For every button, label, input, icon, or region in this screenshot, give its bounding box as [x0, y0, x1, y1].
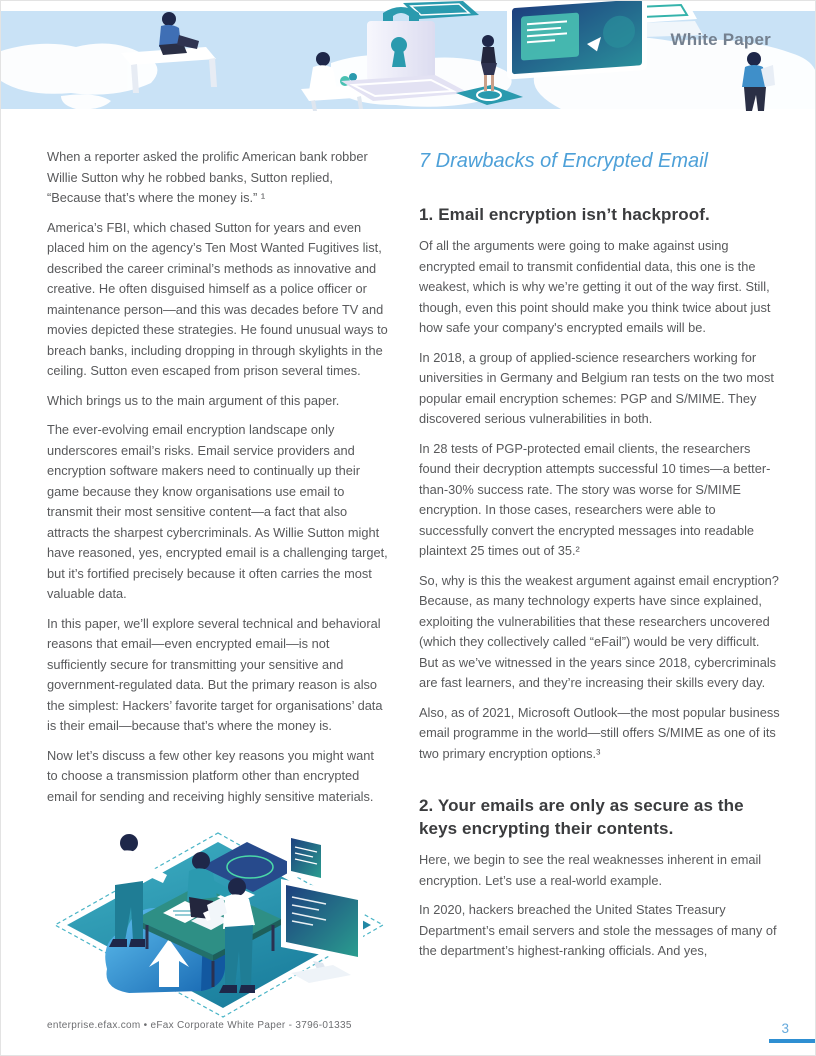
- paragraph: America’s FBI, which chased Sutton for years and even placed him on the agency’s Ten Most Wanted Fugitives list, described the career criminal’s methods as innovative and creative. He often disguised himself as a police officer or maintenance person—and this was decades before TV and movies depicted these strategies. He found unusual ways to breach banks, including dropping in through skylights in the ceiling. Sutton even escaped from prison several times.: [47, 219, 388, 378]
- paragraph: The ever-evolving email encryption landscape only underscores email’s risks. Email service providers and encryption software makers need to continually up their game because they know organisations use email to transmit their most sensitive content—a fact that also attracts the sharpest cybercriminals. As Willie Sutton might have reasoned, yes, encrypted email is a challenging target, but it’s fortified precisely because it often carries the most valuable data.: [47, 422, 388, 601]
- team-illustration: [51, 821, 388, 1021]
- paragraph: Of all the arguments were going to make against using encrypted email to transmit confidential data, this one is the weakest, which is why we’re getting it out of the way first. Still, though, even this point should make you think twice about just how safe your company's encrypted emails will be.: [419, 238, 771, 335]
- header-banner: [1, 1, 816, 113]
- page-number-bar: [769, 1039, 815, 1043]
- paragraph: Also, as of 2021, Microsoft Outlook—the most popular business email programme in the world—still offers S/MIME as one of its two primary encryption options.³: [419, 704, 780, 761]
- footer-left-text: enterprise.efax.com • eFax Corporate White Paper - 3796-01335: [47, 1020, 352, 1031]
- header-label: White Paper: [670, 30, 771, 49]
- page-number: 3: [781, 1021, 789, 1036]
- paragraph: In this paper, we’ll explore several technical and behavioral reasons that email—even encrypted email—is not sufficiently secure for transmitting your sensitive and government-regulated data. But the primary reason is also the simplest: Hackers’ favorite target for organisations’ data is their email—because that’s where the money is.: [47, 615, 383, 733]
- paragraph: When a reporter asked the prolific American bank robber Willie Sutton why he robbed banks, Sutton replied, “Because that’s where the money is.” ¹: [47, 149, 368, 205]
- paragraph: Now let’s discuss a few other key reasons you might want to choose a transmission platform other than encrypted email for sending and receiving highly sensitive materials.: [47, 747, 374, 804]
- paragraph: Here, we begin to see the real weaknesses inherent in email encryption. Let’s use a real-world example.: [419, 852, 762, 888]
- paragraph: In 28 tests of PGP-protected email clients, the researchers found their decryption attempts successful 10 times—a better-than-30% success rate. The story was worse for S/MIME encryption. In those cases, researchers were able to successfully convert the encrypted messages into readable plaintext 25 times out of 35.²: [419, 440, 771, 558]
- header-illustration: [1, 1, 816, 113]
- paragraph: In 2018, a group of applied-science researchers working for universities in Germany and Belgium ran tests on the two most popular email encryption schemes: PGP and S/MIME. They discovered serious vulnerabilities in both.: [419, 349, 774, 426]
- left-column: [47, 147, 388, 1021]
- monitor-icon: [507, 0, 647, 80]
- paragraph: In 2020, hackers breached the United States Treasury Department’s email servers and stole the messages of many of the department’s highest-ranking officials. And yes,: [419, 902, 777, 958]
- document-title: 7 Drawbacks of Encrypted Email: [419, 150, 709, 172]
- right-column: [419, 149, 781, 971]
- section-heading-2: 2. Your emails are only as secure as the keys encrypting their contents.: [419, 796, 744, 838]
- section-heading-1: 1. Email encryption isn’t hackproof.: [419, 205, 710, 224]
- paragraph: So, why is this the weakest argument against email encryption? Because, as many technology experts have since explained, exploiting the vulnerabilities that these researchers uncovered (which they collectively called “eFail”) would be very difficult. But as we’ve witnessed in the years since 2018, cybercriminals are fast learners, and they’re increasing their skills every day.: [419, 572, 779, 690]
- paragraph: Which brings us to the main argument of this paper.: [47, 392, 340, 408]
